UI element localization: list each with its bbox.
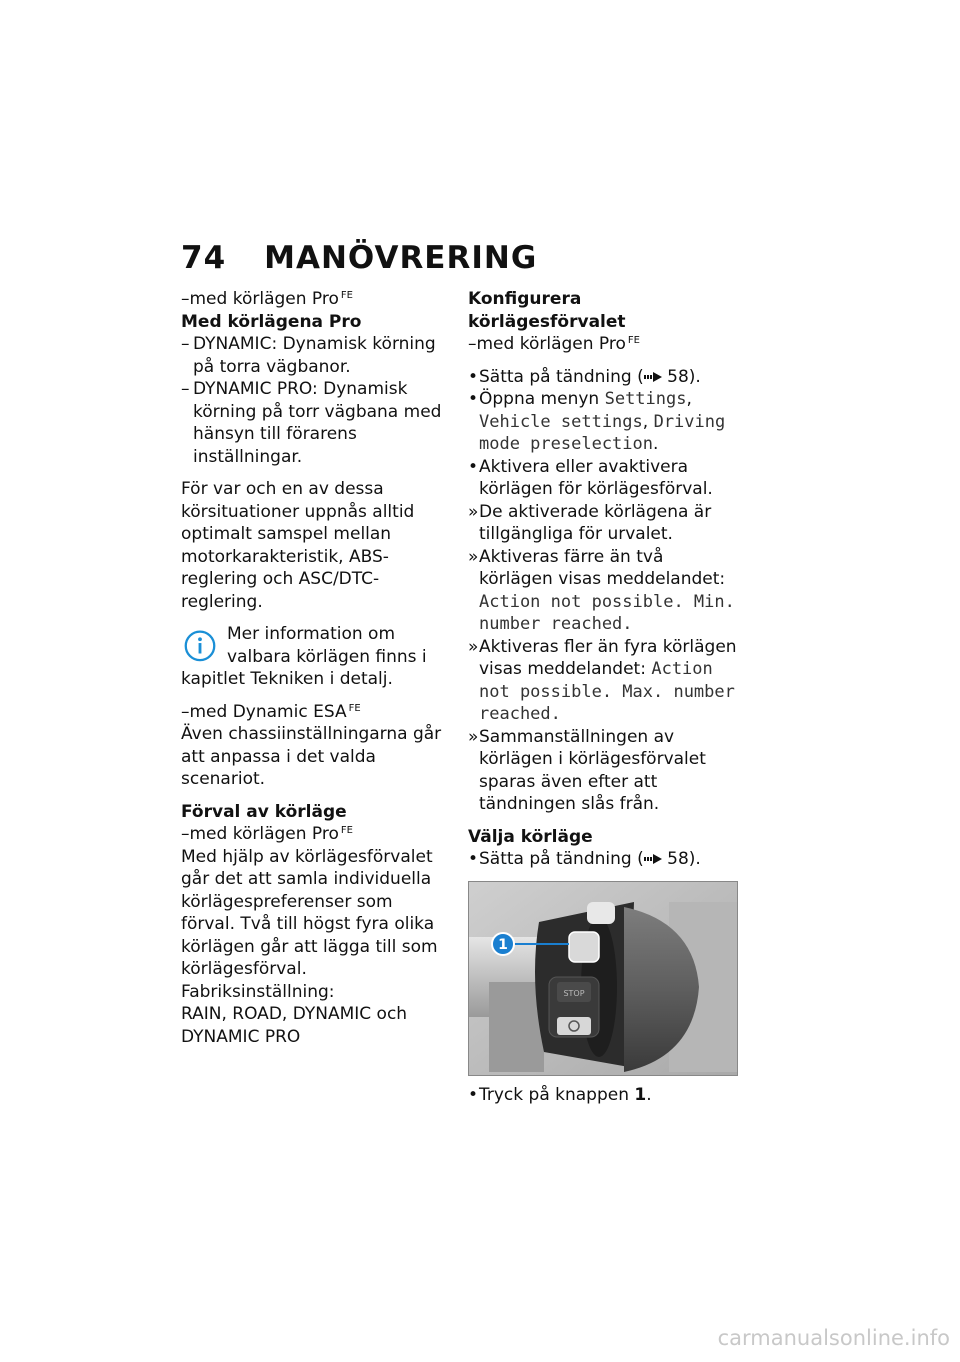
- result-text: [479, 636, 738, 726]
- bullet-icon: •: [468, 849, 479, 869]
- bullet-icon: •: [468, 1084, 479, 1105]
- page-reference[interactable]: 58).: [667, 849, 701, 869]
- page-reference-arrow-icon: [644, 854, 662, 864]
- result-arrow-icon: »: [468, 501, 479, 522]
- list-item-text: DYNAMIC: Dynamisk körning på torra vägbanor.: [193, 334, 436, 377]
- step-text: [479, 366, 701, 389]
- paragraph: Även chassiinställningarna går att anpassa i det valda scenariot.: [181, 724, 442, 789]
- result-text: [479, 546, 738, 636]
- fe-superscript: FE: [340, 290, 353, 301]
- step-label: Öppna menyn: [479, 389, 605, 409]
- result-item: [468, 501, 738, 546]
- result-item: [468, 636, 738, 726]
- heading-pro-modes: Med körlägena Pro: [181, 311, 362, 332]
- note-text: Mer information om valbara körlägen finns i kapitlet Tekniken i detalj.: [181, 624, 427, 689]
- result-label: Aktiveras färre än två körlägen visas meddelandet:: [479, 546, 726, 589]
- fe-text: –med körlägen Pro: [468, 334, 626, 354]
- button-reference: 1: [634, 1084, 647, 1105]
- menu-path: Driving mode preselection: [479, 411, 726, 454]
- factory-setting-label: Fabriksinställning:: [181, 981, 335, 1002]
- step-label: Sätta på tändning (: [479, 849, 644, 869]
- fe-text: –med körlägen Pro: [181, 824, 339, 844]
- fe-line: [181, 701, 451, 724]
- section-title: MANÖVRERING: [264, 240, 538, 276]
- stop-label: STOP: [563, 988, 585, 998]
- bullet-icon: •: [468, 456, 479, 477]
- result-text: Sammanställningen av körlägen i körlägesförvalet sparas även efter att tändningen slås från.: [479, 726, 706, 814]
- paragraph: Med hjälp av körlägesförvalet går det att samla individuella körlägespreferenser som förval. Två till högst fyra olika körlägen går att lägga till som körlägesförval.: [181, 846, 438, 979]
- step-text: Aktivera eller avaktivera körlägen för körlägesförval.: [479, 456, 713, 499]
- step-text: [479, 848, 701, 871]
- display-message: Action not possible. Min. number reached.: [479, 591, 735, 634]
- callout-1-label: 1: [498, 936, 508, 953]
- step-label: Tryck på knappen: [479, 1084, 635, 1105]
- watermark: carmanualsonline.info: [717, 1326, 950, 1350]
- result-label: Aktiveras fler än fyra körlägen visas meddelandet:: [479, 636, 737, 679]
- step-text: Öppna menyn Settings, Vehicle settings, Driving mode preselection.: [479, 389, 726, 454]
- step-item: [468, 388, 738, 456]
- step-item: [468, 456, 738, 501]
- step-item: [468, 366, 738, 389]
- result-arrow-icon: »: [468, 726, 479, 747]
- menu-path: Settings: [604, 389, 687, 409]
- info-icon: [181, 625, 219, 663]
- info-note: [181, 623, 451, 691]
- heading-configure: Konfigurera körlägesförvalet: [468, 289, 626, 332]
- list-item-text: DYNAMIC PRO: Dynamisk körning på torr vägbana med hänsyn till förarens inställningar.: [193, 379, 442, 467]
- page-reference-arrow-icon: [644, 372, 662, 382]
- display-message: Action not possible. Max. number reached.: [479, 659, 735, 724]
- dash-mark: –: [181, 379, 190, 399]
- step-item: [468, 1084, 738, 1107]
- result-item: [468, 546, 738, 636]
- factory-setting-value: RAIN, ROAD, DYNAMIC och DYNAMIC PRO: [181, 1004, 408, 1047]
- fe-text: –med Dynamic ESA: [181, 701, 347, 722]
- result-arrow-icon: »: [468, 546, 479, 567]
- heading-preselection: Förval av körläge: [181, 801, 347, 822]
- heading-select-mode: Välja körläge: [468, 826, 593, 847]
- result-arrow-icon: »: [468, 636, 479, 657]
- fe-superscript: FE: [340, 825, 353, 836]
- handlebar-illustration: [469, 882, 737, 1075]
- left-column: [181, 288, 451, 1048]
- fe-text: –med körlägen Pro: [181, 289, 339, 309]
- step-label: Sätta på tändning (: [479, 366, 644, 387]
- page-reference[interactable]: 58).: [667, 366, 701, 387]
- right-column: [468, 288, 738, 1106]
- result-item: [468, 726, 738, 816]
- menu-path: Vehicle settings: [479, 411, 643, 432]
- bullet-icon: •: [468, 389, 479, 409]
- page-number: 74: [181, 240, 227, 276]
- step-text: Tryck på knappen 1.: [479, 1084, 652, 1105]
- fe-line: [181, 823, 451, 846]
- list-item: [181, 378, 451, 468]
- fe-superscript: FE: [348, 702, 361, 714]
- page-header: [181, 240, 537, 276]
- fe-superscript: FE: [627, 335, 640, 346]
- bullet-icon: •: [468, 366, 479, 387]
- list-item: [181, 333, 451, 378]
- paragraph: För var och en av dessa körsituationer uppnås alltid optimalt samspel mellan motorkarakteristik, ABS-reglering och ASC/DTC-reglering.: [181, 479, 415, 612]
- dash-list: [181, 333, 451, 468]
- step-item: [468, 848, 738, 871]
- handlebar-switch-photo: [468, 881, 738, 1076]
- result-text: De aktiverade körlägena är tillgängliga för urvalet.: [479, 501, 712, 544]
- fe-line: [468, 333, 738, 356]
- fe-line: [181, 288, 451, 311]
- dash-mark: –: [181, 334, 190, 354]
